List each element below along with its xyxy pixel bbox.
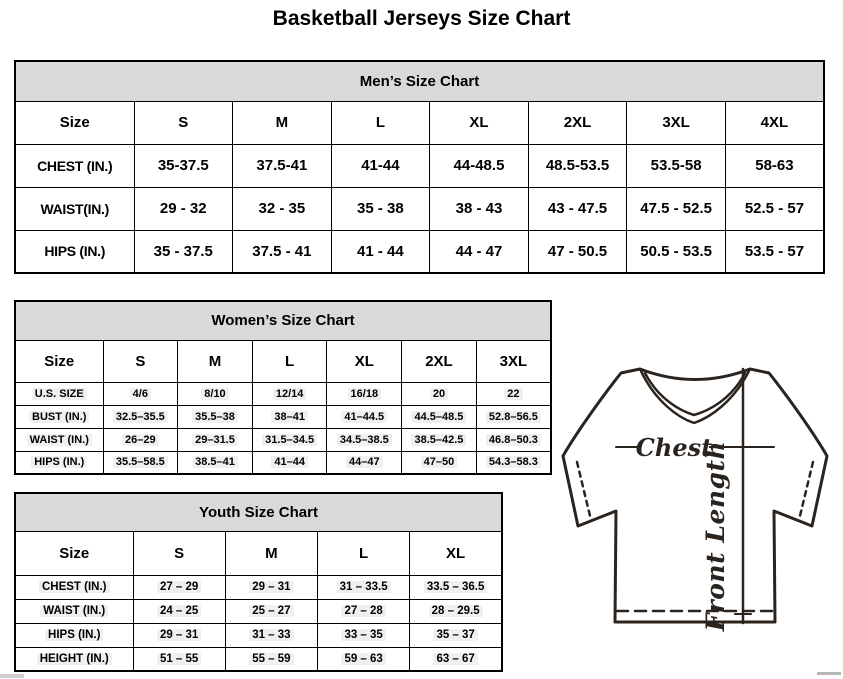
youth-size-chart-table-row-2-cell-1 [133, 623, 225, 647]
youth-size-chart-table-row-2 [15, 623, 502, 647]
womens-size-chart-table-header-col-1 [103, 340, 178, 382]
womens-size-chart-table-header-col-5 [402, 340, 477, 382]
youth-size-chart-table-title: Youth Size Chart [15, 493, 502, 531]
youth-size-chart-table-row-0-cell-4 [410, 575, 502, 599]
womens-size-chart-table-row-0-cell-2-text: 8/10 [201, 388, 228, 400]
mens-size-chart-table-header-col-3 [331, 101, 430, 144]
mens-size-chart-table-row-0-cell-4-text: 44-48.5 [453, 157, 505, 174]
youth-size-chart-table-row-1-cell-1 [133, 599, 225, 623]
youth-size-chart-table-row-3-cell-3-text: 59 – 63 [341, 653, 385, 665]
youth-size-chart-table-header-col-3 [318, 531, 410, 575]
bottom-right-artifact-strip [817, 672, 841, 675]
womens-size-chart-table-row-3 [15, 451, 551, 474]
womens-size-chart-table-row-1-cell-5-text: 44.5–48.5 [411, 411, 466, 423]
womens-size-chart-table-row-2-cell-2-text: 29–31.5 [192, 434, 238, 446]
mens-size-chart-table-row-2-cell-7 [725, 230, 824, 273]
youth-size-chart-table-header-col-1 [133, 531, 225, 575]
youth-size-chart-table [14, 492, 503, 672]
mens-size-chart-table-header-col-4-text: XL [469, 114, 489, 131]
youth-size-chart-table-row-3-cell-4-text: 63 – 67 [433, 653, 477, 665]
youth-size-chart-table-row-2-cell-3-text: 33 – 35 [341, 629, 385, 641]
womens-size-chart-table-row-2-cell-1 [103, 428, 178, 451]
youth-size-chart-table-row-2-cell-0-text: HIPS (IN.) [45, 629, 103, 641]
womens-size-chart-table-header-col-5-text: 2XL [425, 352, 453, 370]
youth-size-chart-table-header-col-0-text: Size [59, 544, 90, 562]
mens-size-chart-table-row-1-cell-1-text: 29 - 32 [159, 200, 207, 217]
womens-size-chart-table-row-3-cell-1 [103, 451, 178, 474]
youth-size-chart-table-row-3-cell-4 [410, 647, 502, 671]
womens-size-chart-table-row-3-cell-2 [178, 451, 253, 474]
womens-size-chart-table-row-0-cell-5 [402, 382, 477, 405]
youth-size-chart-table-row-1-cell-0 [15, 599, 133, 623]
womens-size-chart-table-row-2-cell-0-text: WAIST (IN.) [27, 434, 92, 446]
mens-size-chart-table-header-col-6-text: 3XL [662, 114, 690, 131]
youth-size-chart-table-row-2-cell-2-text: 31 – 33 [249, 629, 293, 641]
mens-size-chart-table-row-0 [15, 144, 824, 187]
womens-size-chart-table-row-2-cell-3-text: 31.5–34.5 [262, 434, 317, 446]
mens-size-chart-table-row-1-cell-4-text: 38 - 43 [455, 200, 503, 217]
womens-size-chart-table-row-1-cell-2 [178, 405, 253, 428]
mens-size-chart-table-header-col-2 [233, 101, 332, 144]
womens-size-chart-table-header-col-4 [327, 340, 402, 382]
youth-size-chart-table-row-3-cell-2 [225, 647, 317, 671]
womens-size-chart-table-row-0-cell-4-text: 16/18 [348, 388, 382, 400]
womens-size-chart-table-row-2-cell-6-text: 46.8–50.3 [486, 434, 541, 446]
youth-size-chart-table-row-2-cell-4 [410, 623, 502, 647]
womens-size-chart-table-row-0-cell-0 [15, 382, 103, 405]
womens-size-chart-table-row-3-cell-0 [15, 451, 103, 474]
womens-size-chart-table-row-2 [15, 428, 551, 451]
womens-size-chart-table [14, 300, 552, 475]
mens-size-chart-table-row-0-cell-0-text: CHEST (IN.) [37, 157, 113, 174]
mens-size-chart-table-row-2-cell-6-text: 50.5 - 53.5 [640, 242, 712, 260]
youth-size-chart-table-row-1-cell-2-text: 25 – 27 [249, 605, 293, 617]
youth-size-chart-table-header-col-1-text: S [174, 544, 185, 562]
youth-size-chart-table-row-0-cell-3 [318, 575, 410, 599]
womens-size-chart-table-row-3-cell-5-text: 47–50 [421, 456, 458, 468]
youth-size-chart-table-row-1-cell-3-text: 27 – 28 [341, 605, 385, 617]
mens-size-chart-table-row-1-cell-7-text: 52.5 - 57 [744, 200, 805, 217]
youth-size-chart-table-header-col-2 [225, 531, 317, 575]
womens-size-chart-table-row-1-cell-4-text: 41–44.5 [341, 411, 387, 423]
mens-size-chart-table-header-col-3-text: L [375, 114, 385, 131]
womens-size-chart-table-row-1-cell-4 [327, 405, 402, 428]
jersey-measurement-diagram [553, 360, 843, 662]
womens-size-chart-table-row-0-cell-0-text: U.S. SIZE [32, 388, 87, 400]
mens-size-chart-table-row-2-cell-4-text: 44 - 47 [455, 242, 503, 260]
womens-size-chart-table-row-1-cell-0 [15, 405, 103, 428]
mens-size-chart-table-row-0-cell-1 [134, 144, 233, 187]
womens-size-chart-table-header-col-6 [476, 340, 551, 382]
womens-size-chart-table-header-col-0-text: Size [44, 352, 75, 370]
mens-size-chart-table-row-2-cell-1-text: 35 - 37.5 [153, 242, 213, 260]
womens-size-chart-table-header-col-3 [252, 340, 327, 382]
mens-size-chart-table-row-2-cell-3 [331, 230, 430, 273]
womens-size-chart-table-row-3-cell-0-text: HIPS (IN.) [31, 456, 87, 468]
youth-size-chart-table-row-0-cell-4-text: 33.5 – 36.5 [424, 581, 488, 593]
youth-size-chart-table-row-0-cell-1-text: 27 – 29 [157, 581, 201, 593]
womens-size-chart-table-row-0 [15, 382, 551, 405]
mens-size-chart-table-row-1-cell-3 [331, 187, 430, 230]
youth-size-chart-table-row-0-cell-3-text: 31 – 33.5 [337, 581, 391, 593]
mens-size-chart-table-header-col-2-text: M [275, 114, 289, 131]
womens-size-chart-table-row-0-cell-1 [103, 382, 178, 405]
front-length-label: Front Length [701, 440, 730, 632]
mens-size-chart-table-row-1-cell-0 [15, 187, 134, 230]
youth-size-chart-table-row-2-cell-3 [318, 623, 410, 647]
mens-size-chart-table-row-2 [15, 230, 824, 273]
womens-size-chart-table-row-2-cell-0 [15, 428, 103, 451]
womens-size-chart-table-row-1-cell-6 [476, 405, 551, 428]
youth-size-chart-table-row-3-cell-2-text: 55 – 59 [249, 653, 293, 665]
mens-size-chart-table-row-0-cell-2 [233, 144, 332, 187]
womens-size-chart-table-row-2-cell-1-text: 26–29 [122, 434, 159, 446]
womens-size-chart-table-row-1-cell-5 [402, 405, 477, 428]
womens-size-chart-table-header-col-1-text: S [135, 352, 146, 370]
mens-size-chart-table-row-1-cell-6-text: 47.5 - 52.5 [640, 200, 712, 217]
mens-size-chart-table-row-2-cell-5 [528, 230, 627, 273]
womens-size-chart-table-row-3-cell-6 [476, 451, 551, 474]
youth-size-chart-table-row-1-cell-3 [318, 599, 410, 623]
youth-size-chart-table-row-0-cell-2 [225, 575, 317, 599]
womens-size-chart-table-row-1 [15, 405, 551, 428]
womens-size-chart-table-row-3-cell-3-text: 41–44 [271, 456, 308, 468]
womens-size-chart-table-row-1-cell-0-text: BUST (IN.) [29, 411, 89, 423]
jersey-outline [563, 369, 827, 622]
womens-size-chart-table-row-1-cell-1-text: 32.5–35.5 [113, 411, 168, 423]
youth-size-chart-table-row-3-cell-0-text: HEIGHT (IN.) [37, 653, 112, 665]
youth-size-chart-table-header-col-4-text: XL [446, 544, 466, 562]
mens-size-chart-table-row-0-cell-0 [15, 144, 134, 187]
womens-size-chart-table-row-2-cell-5-text: 38.5–42.5 [411, 434, 466, 446]
mens-size-chart-table-row-1-cell-5-text: 43 - 47.5 [547, 200, 608, 217]
womens-size-chart-table-row-0-cell-1-text: 4/6 [130, 388, 151, 400]
mens-size-chart-table-row-2-cell-2-text: 37.5 - 41 [252, 242, 312, 260]
mens-size-chart-table-row-1-cell-4 [430, 187, 529, 230]
womens-size-chart-table-row-0-cell-6-text: 22 [504, 388, 522, 400]
womens-size-chart-table-row-2-cell-5 [402, 428, 477, 451]
womens-size-chart-table-row-0-cell-3 [252, 382, 327, 405]
mens-size-chart-table-row-1-cell-3-text: 35 - 38 [357, 200, 404, 217]
womens-size-chart-table-header-col-4-text: XL [354, 352, 374, 370]
mens-size-chart-table [14, 60, 825, 274]
womens-size-chart-table-row-0-cell-2 [178, 382, 253, 405]
womens-size-chart-table-row-0-cell-6 [476, 382, 551, 405]
mens-size-chart-table-row-0-cell-1-text: 35-37.5 [157, 157, 209, 174]
mens-size-chart-table-header-col-0-text: Size [59, 114, 90, 131]
mens-size-chart-table-header-col-5 [528, 101, 627, 144]
page-title: Basketball Jerseys Size Chart [272, 7, 571, 30]
youth-size-chart-table-row-1-cell-1-text: 24 – 25 [157, 605, 201, 617]
youth-size-chart-table-header-col-3-text: L [359, 544, 369, 562]
womens-size-chart-table-row-0-cell-4 [327, 382, 402, 405]
youth-size-chart-table-row-1-cell-4-text: 28 – 29.5 [429, 605, 483, 617]
youth-size-chart-table-row-1-cell-2 [225, 599, 317, 623]
womens-size-chart-table-row-1-cell-3 [252, 405, 327, 428]
mens-size-chart-table-row-2-cell-4 [430, 230, 529, 273]
youth-size-chart-table-header-col-0 [15, 531, 133, 575]
mens-size-chart-table-title: Men’s Size Chart [15, 61, 824, 101]
womens-size-chart-table-row-2-cell-4-text: 34.5–38.5 [337, 434, 392, 446]
mens-size-chart-table-row-1-cell-5 [528, 187, 627, 230]
mens-size-chart-table-row-0-cell-5 [528, 144, 627, 187]
youth-size-chart-table-row-2-cell-2 [225, 623, 317, 647]
womens-size-chart-table-row-3-cell-6-text: 54.3–58.3 [486, 456, 541, 468]
youth-size-chart-table-row-0-cell-0 [15, 575, 133, 599]
womens-size-chart-table-row-3-cell-1-text: 35.5–58.5 [113, 456, 168, 468]
womens-size-chart-table-header-col-2 [178, 340, 253, 382]
womens-size-chart-table-header-col-0 [15, 340, 103, 382]
youth-size-chart-table-row-3-cell-1 [133, 647, 225, 671]
youth-size-chart-table-row-0 [15, 575, 502, 599]
mens-size-chart-table-row-2-cell-2 [233, 230, 332, 273]
mens-size-chart-table-row-1 [15, 187, 824, 230]
mens-size-chart-table-header-col-1-text: S [178, 114, 189, 131]
mens-size-chart-table-header-col-4 [430, 101, 529, 144]
womens-size-chart-table-row-2-cell-3 [252, 428, 327, 451]
womens-size-chart-table-row-2-cell-6 [476, 428, 551, 451]
mens-size-chart-table-row-0-cell-3-text: 41-44 [361, 157, 400, 174]
mens-size-chart-table-row-1-cell-6 [627, 187, 726, 230]
womens-size-chart-table-row-3-cell-3 [252, 451, 327, 474]
womens-size-chart-table-header-col-6-text: 3XL [499, 352, 528, 370]
mens-size-chart-table-row-2-cell-0 [15, 230, 134, 273]
youth-size-chart-table-row-3-cell-3 [318, 647, 410, 671]
youth-size-chart-table-row-2-cell-4-text: 35 – 37 [433, 629, 477, 641]
mens-size-chart-table-row-0-cell-7 [725, 144, 824, 187]
mens-size-chart-table-row-2-cell-6 [627, 230, 726, 273]
youth-size-chart-table-row-3 [15, 647, 502, 671]
womens-size-chart-table-row-1-cell-2-text: 35.5–38 [192, 411, 238, 423]
womens-size-chart-table-title: Women’s Size Chart [15, 301, 551, 340]
youth-size-chart-table-header-col-2-text: M [265, 544, 278, 562]
womens-size-chart-table-row-3-cell-2-text: 38.5–41 [192, 456, 238, 468]
mens-size-chart-table-row-1-cell-2 [233, 187, 332, 230]
mens-size-chart-table-row-2-cell-5-text: 47 - 50.5 [547, 242, 608, 260]
womens-size-chart-table-row-0-cell-5-text: 20 [430, 388, 448, 400]
mens-size-chart-table-header-col-7 [725, 101, 824, 144]
youth-size-chart-table-row-2-cell-0 [15, 623, 133, 647]
youth-size-chart-table-row-1-cell-0-text: WAIST (IN.) [40, 605, 108, 617]
chest-label: Chest [635, 433, 713, 462]
womens-size-chart-table-header-col-3-text: L [285, 352, 295, 370]
mens-size-chart-table-row-0-cell-4 [430, 144, 529, 187]
mens-size-chart-table-row-0-cell-5-text: 48.5-53.5 [545, 157, 610, 174]
mens-size-chart-table-row-0-cell-6-text: 53.5-58 [650, 157, 702, 174]
mens-size-chart-table-header-col-5-text: 2XL [563, 114, 592, 131]
youth-size-chart-table-row-2-cell-1-text: 29 – 31 [157, 629, 201, 641]
youth-size-chart-table-row-1 [15, 599, 502, 623]
womens-size-chart-table-row-3-cell-5 [402, 451, 477, 474]
mens-size-chart-table-row-0-cell-2-text: 37.5-41 [256, 157, 308, 174]
mens-size-chart-table-header-col-6 [627, 101, 726, 144]
youth-size-chart-table-row-0-cell-1 [133, 575, 225, 599]
mens-size-chart-table-row-1-cell-2-text: 32 - 35 [258, 200, 306, 217]
womens-size-chart-table-row-1-cell-6-text: 52.8–56.5 [486, 411, 541, 423]
youth-size-chart-table-row-1-cell-4 [410, 599, 502, 623]
mens-size-chart-table-header-col-7-text: 4XL [760, 114, 789, 131]
mens-size-chart-table-header-col-1 [134, 101, 233, 144]
youth-size-chart-table-row-3-cell-0 [15, 647, 133, 671]
womens-size-chart-table-row-2-cell-4 [327, 428, 402, 451]
womens-size-chart-table-row-3-cell-4 [327, 451, 402, 474]
womens-size-chart-table-row-2-cell-2 [178, 428, 253, 451]
mens-size-chart-table-row-0-cell-7-text: 58-63 [755, 157, 794, 174]
mens-size-chart-table-row-2-cell-0-text: HIPS (IN.) [44, 243, 106, 260]
youth-size-chart-table-row-3-cell-1-text: 51 – 55 [157, 653, 201, 665]
mens-size-chart-table-row-0-cell-6 [627, 144, 726, 187]
mens-size-chart-table-row-0-cell-3 [331, 144, 430, 187]
youth-size-chart-table-row-0-cell-2-text: 29 – 31 [249, 581, 293, 593]
mens-size-chart-table-header-col-0 [15, 101, 134, 144]
womens-size-chart-table-header-col-2-text: M [208, 352, 222, 370]
youth-size-chart-table-row-0-cell-0-text: CHEST (IN.) [39, 581, 110, 593]
womens-size-chart-table-row-0-cell-3-text: 12/14 [273, 388, 307, 400]
womens-size-chart-table-row-3-cell-4-text: 44–47 [346, 456, 383, 468]
womens-size-chart-table-row-1-cell-3-text: 38–41 [271, 411, 308, 423]
mens-size-chart-table-row-2-cell-3-text: 41 - 44 [357, 242, 404, 260]
mens-size-chart-table-row-1-cell-1 [134, 187, 233, 230]
mens-size-chart-table-row-1-cell-7 [725, 187, 824, 230]
youth-size-chart-table-header-col-4 [410, 531, 502, 575]
womens-size-chart-table-row-1-cell-1 [103, 405, 178, 428]
mens-size-chart-table-row-2-cell-7-text: 53.5 - 57 [744, 242, 805, 260]
mens-size-chart-table-row-2-cell-1 [134, 230, 233, 273]
mens-size-chart-table-row-1-cell-0-text: WAIST(IN.) [40, 200, 110, 217]
jersey-diagram-svg [553, 360, 843, 662]
bottom-left-artifact-strip [0, 674, 24, 678]
